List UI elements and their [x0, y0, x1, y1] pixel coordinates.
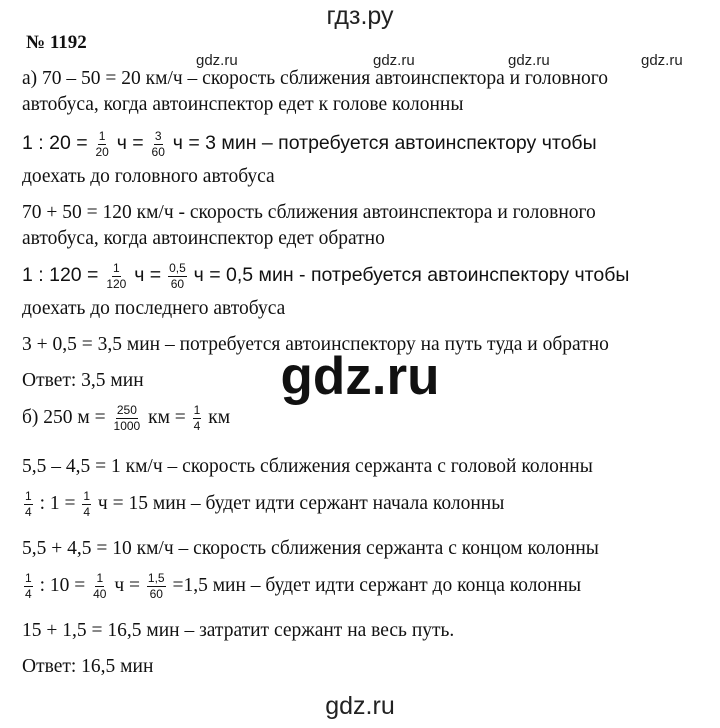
solution-line: 5,5 – 4,5 = 1 км/ч – скорость сближения сержанта с головой колонны [22, 456, 593, 477]
solution-line: 3 + 0,5 = 3,5 мин – потребуется автоинспектору на путь туда и обратно [22, 334, 609, 355]
formula-line [22, 262, 629, 291]
watermark-small: gdz.ru [508, 52, 550, 69]
watermark-small: gdz.ru [373, 52, 415, 69]
formula-line [22, 490, 504, 519]
answer-b: Ответ: 16,5 мин [22, 656, 154, 677]
solution-line: 70 + 50 = 120 км/ч - скорость сближения автоинспектора и головного [22, 202, 596, 223]
fraction: $\frac{1,5}{60}$ [147, 571, 165, 601]
formula-text: км [208, 406, 231, 428]
site-footer-watermark: gdz.ru [325, 692, 395, 720]
fraction: $\frac{0,5}{60}$ [169, 261, 186, 291]
formula-line [22, 130, 597, 159]
formula-text: ч = 0,5 мин - потребуется автоинспектору чтобы [193, 263, 630, 286]
fraction: $\frac{1}{4}$ [83, 489, 91, 519]
answer-a: Ответ: 3,5 мин [22, 370, 144, 391]
task-number: № 1192 [26, 32, 87, 53]
formula-text: б) 250 м = [22, 406, 106, 428]
central-watermark: gdz.ru [280, 347, 440, 406]
watermark-small: gdz.ru [196, 52, 238, 69]
fraction: $\frac{250}{1000}$ [113, 403, 141, 433]
solution-line: автобуса, когда автоинспектор едет обратно [22, 228, 385, 249]
formula-text: 1 : 120 = [22, 263, 99, 286]
formula-text: ч = [134, 263, 162, 286]
fraction: $\frac{1}{20}$ [95, 129, 109, 159]
watermark-small: gdz.ru [641, 52, 683, 69]
formula-text: ч = 15 мин – будет идти сержант начала колонны [97, 492, 505, 514]
solution-line: доехать до последнего автобуса [22, 298, 286, 319]
formula-text: : 1 = [39, 492, 76, 514]
fraction: $\frac{1}{4}$ [193, 403, 201, 433]
solution-line: 5,5 + 4,5 = 10 км/ч – скорость сближения сержанта с концом колонны [22, 538, 599, 559]
solution-line: а) 70 – 50 = 20 км/ч – скорость сближения автоинспектора и головного [22, 68, 609, 89]
solution-line: 15 + 1,5 = 16,5 мин – затратит сержант на весь путь. [22, 620, 455, 641]
formula-text: =1,5 мин – будет идти сержант до конца колонны [172, 574, 582, 596]
formula-text: км = [148, 406, 186, 428]
fraction: $\frac{1}{4}$ [25, 571, 32, 601]
fraction: $\frac{1}{40}$ [93, 571, 107, 601]
solution-line: доехать до головного автобуса [22, 166, 275, 187]
formula-text: 1 : 20 = [22, 131, 88, 154]
formula-text: : 10 = [39, 574, 86, 596]
solution-line: автобуса, когда автоинспектор едет к голове колонны [22, 94, 464, 115]
formula-line [22, 572, 581, 601]
formula-text: ч = 3 мин – потребуется автоинспектору чтобы [172, 131, 597, 154]
formula-line [22, 404, 230, 433]
formula-text: ч = [114, 574, 141, 596]
site-header-watermark: гдз.ру [326, 2, 394, 30]
formula-text: ч = [116, 131, 144, 154]
fraction: $\frac{1}{4}$ [25, 489, 32, 519]
fraction: $\frac{3}{60}$ [151, 129, 165, 159]
fraction: $\frac{1}{120}$ [106, 261, 127, 291]
